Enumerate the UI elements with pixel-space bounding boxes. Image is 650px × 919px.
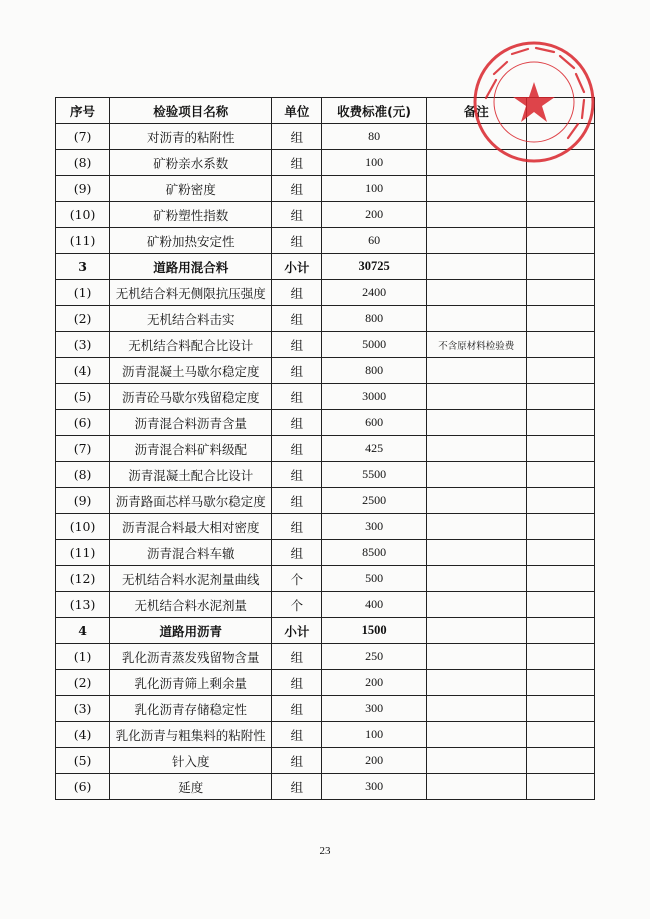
cell-fee: 8500 xyxy=(322,540,426,566)
cell-unit: 组 xyxy=(272,436,322,462)
cell-no: (8) xyxy=(56,150,110,176)
cell-fee: 300 xyxy=(322,696,426,722)
cell-item-name: 无机结合料水泥剂量曲线 xyxy=(110,566,272,592)
cell-no: (3) xyxy=(56,696,110,722)
cell-item-name: 沥青混合料车辙 xyxy=(110,540,272,566)
cell-item-name: 对沥青的粘附性 xyxy=(110,124,272,150)
cell-unit: 小计 xyxy=(272,254,322,280)
header-unit: 单位 xyxy=(272,98,322,124)
cell-remark xyxy=(426,644,526,670)
cell-extra xyxy=(526,436,594,462)
cell-item-name: 乳化沥青与粗集料的粘附性 xyxy=(110,722,272,748)
header-name: 检验项目名称 xyxy=(110,98,272,124)
cell-remark xyxy=(426,566,526,592)
cell-no: (7) xyxy=(56,124,110,150)
cell-no: (8) xyxy=(56,462,110,488)
table-body xyxy=(56,124,595,800)
cell-item-name: 矿粉密度 xyxy=(110,176,272,202)
cell-fee: 200 xyxy=(322,748,426,774)
cell-item-name: 沥青砼马歇尔残留稳定度 xyxy=(110,384,272,410)
cell-remark xyxy=(426,696,526,722)
cell-unit: 组 xyxy=(272,306,322,332)
cell-extra xyxy=(526,280,594,306)
cell-extra xyxy=(526,488,594,514)
cell-extra xyxy=(526,514,594,540)
cell-extra xyxy=(526,332,594,358)
cell-extra xyxy=(526,254,594,280)
cell-no: (9) xyxy=(56,176,110,202)
cell-unit: 组 xyxy=(272,358,322,384)
cell-extra xyxy=(526,306,594,332)
cell-remark xyxy=(426,774,526,800)
cell-remark xyxy=(426,384,526,410)
table-row xyxy=(56,410,595,436)
cell-item-name: 无机结合料水泥剂量 xyxy=(110,592,272,618)
cell-remark xyxy=(426,306,526,332)
cell-unit: 组 xyxy=(272,696,322,722)
cell-unit: 组 xyxy=(272,462,322,488)
table-row xyxy=(56,670,595,696)
header-no: 序号 xyxy=(56,98,110,124)
table-row xyxy=(56,592,595,618)
cell-item-name: 乳化沥青存储稳定性 xyxy=(110,696,272,722)
cell-extra xyxy=(526,670,594,696)
cell-extra xyxy=(526,462,594,488)
cell-item-name: 沥青混合料最大相对密度 xyxy=(110,514,272,540)
cell-remark xyxy=(426,462,526,488)
table-row xyxy=(56,566,595,592)
cell-fee: 5000 xyxy=(322,332,426,358)
cell-extra xyxy=(526,566,594,592)
cell-extra xyxy=(526,618,594,644)
cell-fee: 2500 xyxy=(322,488,426,514)
cell-no: (10) xyxy=(56,514,110,540)
fee-table xyxy=(55,97,595,800)
cell-fee: 1500 xyxy=(322,618,426,644)
cell-item-name: 沥青路面芯样马歇尔稳定度 xyxy=(110,488,272,514)
table-row xyxy=(56,358,595,384)
cell-no: (13) xyxy=(56,592,110,618)
cell-remark xyxy=(426,254,526,280)
table-row xyxy=(56,332,595,358)
cell-item-name: 道路用沥青 xyxy=(110,618,272,644)
cell-item-name: 沥青混凝土配合比设计 xyxy=(110,462,272,488)
cell-no: (5) xyxy=(56,384,110,410)
cell-item-name: 针入度 xyxy=(110,748,272,774)
cell-no: (1) xyxy=(56,644,110,670)
cell-extra xyxy=(526,592,594,618)
cell-fee: 200 xyxy=(322,670,426,696)
cell-extra xyxy=(526,540,594,566)
cell-item-name: 矿粉塑性指数 xyxy=(110,202,272,228)
cell-unit: 组 xyxy=(272,410,322,436)
table-row xyxy=(56,202,595,228)
cell-extra xyxy=(526,722,594,748)
cell-no: (12) xyxy=(56,566,110,592)
cell-remark xyxy=(426,202,526,228)
cell-fee: 2400 xyxy=(322,280,426,306)
table-row xyxy=(56,176,595,202)
cell-fee: 80 xyxy=(322,124,426,150)
cell-unit: 小计 xyxy=(272,618,322,644)
cell-extra xyxy=(526,228,594,254)
cell-fee: 5500 xyxy=(322,462,426,488)
cell-remark xyxy=(426,280,526,306)
cell-unit: 组 xyxy=(272,176,322,202)
seal-star-icon xyxy=(513,82,555,122)
cell-extra xyxy=(526,748,594,774)
cell-remark xyxy=(426,228,526,254)
cell-unit: 组 xyxy=(272,644,322,670)
cell-unit: 组 xyxy=(272,488,322,514)
cell-fee: 200 xyxy=(322,202,426,228)
cell-fee: 500 xyxy=(322,566,426,592)
cell-fee: 400 xyxy=(322,592,426,618)
cell-extra xyxy=(526,696,594,722)
cell-remark xyxy=(426,176,526,202)
cell-remark xyxy=(426,410,526,436)
cell-item-name: 沥青混合料矿料级配 xyxy=(110,436,272,462)
cell-no: (9) xyxy=(56,488,110,514)
cell-item-name: 矿粉亲水系数 xyxy=(110,150,272,176)
cell-extra xyxy=(526,176,594,202)
cell-no: (3) xyxy=(56,332,110,358)
table-row xyxy=(56,696,595,722)
cell-unit: 个 xyxy=(272,566,322,592)
cell-remark: 不含原材料检验费 xyxy=(426,332,526,358)
cell-no: (11) xyxy=(56,228,110,254)
cell-no: (6) xyxy=(56,410,110,436)
table-row xyxy=(56,722,595,748)
table-row xyxy=(56,644,595,670)
cell-remark xyxy=(426,514,526,540)
cell-unit: 组 xyxy=(272,280,322,306)
cell-fee: 300 xyxy=(322,514,426,540)
cell-fee: 800 xyxy=(322,306,426,332)
header-fee: 收费标准(元) xyxy=(322,98,426,124)
cell-item-name: 无机结合料配合比设计 xyxy=(110,332,272,358)
cell-extra xyxy=(526,358,594,384)
cell-unit: 组 xyxy=(272,150,322,176)
cell-remark xyxy=(426,436,526,462)
table-row xyxy=(56,540,595,566)
cell-fee: 100 xyxy=(322,150,426,176)
cell-fee: 250 xyxy=(322,644,426,670)
table-row xyxy=(56,280,595,306)
table-row xyxy=(56,488,595,514)
cell-item-name: 无机结合料击实 xyxy=(110,306,272,332)
cell-fee: 30725 xyxy=(322,254,426,280)
cell-extra xyxy=(526,774,594,800)
cell-fee: 100 xyxy=(322,176,426,202)
cell-item-name: 乳化沥青蒸发残留物含量 xyxy=(110,644,272,670)
cell-fee: 60 xyxy=(322,228,426,254)
cell-item-name: 延度 xyxy=(110,774,272,800)
cell-fee: 800 xyxy=(322,358,426,384)
cell-unit: 组 xyxy=(272,124,322,150)
cell-fee: 425 xyxy=(322,436,426,462)
table-row xyxy=(56,514,595,540)
cell-unit: 组 xyxy=(272,748,322,774)
cell-item-name: 沥青混合料沥青含量 xyxy=(110,410,272,436)
cell-remark xyxy=(426,618,526,644)
page-number: 23 xyxy=(319,845,331,857)
cell-unit: 组 xyxy=(272,332,322,358)
cell-unit: 个 xyxy=(272,592,322,618)
cell-remark xyxy=(426,358,526,384)
cell-no: (10) xyxy=(56,202,110,228)
cell-remark xyxy=(426,722,526,748)
cell-extra xyxy=(526,410,594,436)
cell-item-name: 沥青混凝土马歇尔稳定度 xyxy=(110,358,272,384)
cell-extra xyxy=(526,384,594,410)
cell-item-name: 乳化沥青筛上剩余量 xyxy=(110,670,272,696)
cell-no: (2) xyxy=(56,670,110,696)
cell-unit: 组 xyxy=(272,774,322,800)
cell-no: 3 xyxy=(56,254,110,280)
cell-remark xyxy=(426,592,526,618)
cell-fee: 3000 xyxy=(322,384,426,410)
header-remark: 备注 xyxy=(426,98,526,124)
cell-no: (7) xyxy=(56,436,110,462)
cell-remark xyxy=(426,540,526,566)
cell-no: (4) xyxy=(56,358,110,384)
cell-fee: 100 xyxy=(322,722,426,748)
cell-extra xyxy=(526,202,594,228)
cell-unit: 组 xyxy=(272,514,322,540)
cell-unit: 组 xyxy=(272,228,322,254)
table-row xyxy=(56,254,595,280)
cell-remark xyxy=(426,670,526,696)
table-row xyxy=(56,774,595,800)
cell-no: 4 xyxy=(56,618,110,644)
cell-item-name: 无机结合料无侧限抗压强度 xyxy=(110,280,272,306)
table-row xyxy=(56,228,595,254)
cell-remark xyxy=(426,748,526,774)
cell-no: (11) xyxy=(56,540,110,566)
cell-unit: 组 xyxy=(272,384,322,410)
cell-item-name: 矿粉加热安定性 xyxy=(110,228,272,254)
cell-remark xyxy=(426,488,526,514)
cell-unit: 组 xyxy=(272,540,322,566)
cell-no: (2) xyxy=(56,306,110,332)
table-row xyxy=(56,618,595,644)
cell-fee: 600 xyxy=(322,410,426,436)
cell-unit: 组 xyxy=(272,722,322,748)
table-row xyxy=(56,462,595,488)
cell-no: (1) xyxy=(56,280,110,306)
table-row xyxy=(56,306,595,332)
table-row xyxy=(56,384,595,410)
table-row xyxy=(56,436,595,462)
cell-unit: 组 xyxy=(272,670,322,696)
cell-unit: 组 xyxy=(272,202,322,228)
cell-extra xyxy=(526,644,594,670)
cell-no: (6) xyxy=(56,774,110,800)
cell-fee: 300 xyxy=(322,774,426,800)
cell-no: (4) xyxy=(56,722,110,748)
official-seal xyxy=(472,40,596,164)
table-row xyxy=(56,748,595,774)
cell-no: (5) xyxy=(56,748,110,774)
cell-item-name: 道路用混合料 xyxy=(110,254,272,280)
